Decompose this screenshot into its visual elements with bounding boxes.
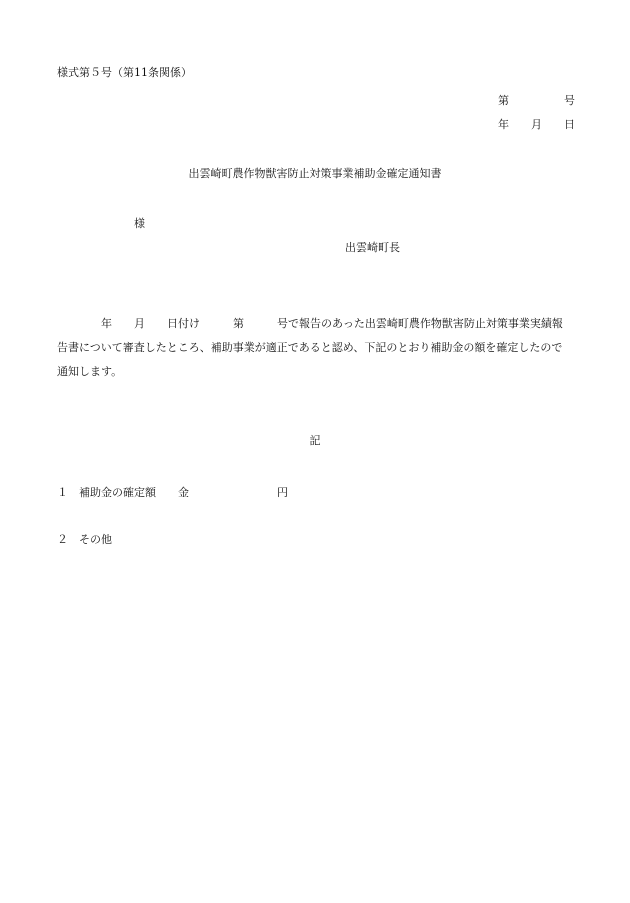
- notice-body: [57, 312, 577, 384]
- sender: 出雲崎町長: [345, 241, 400, 254]
- ki-heading: 記: [309, 434, 321, 447]
- document-title: 出雲崎町農作物獣害防止対策事業補助金確定通知書: [188, 167, 442, 180]
- item-confirmed-amount: １ 補助金の確定額 金 円: [57, 486, 288, 499]
- document-number: 第 号: [498, 94, 575, 107]
- notice-body-line-3: 通知します。: [57, 365, 123, 378]
- notice-body-line-2: 告書について審査したところ、補助事業が適正であると認め、下記のとおり補助金の額を確定したので: [57, 341, 563, 354]
- notice-body-line-1: 年 月 日付け 第 号で報告のあった出雲崎町農作物獣害防止対策事業実績報: [57, 317, 563, 330]
- recipient: 様: [134, 217, 145, 230]
- item-other: ２ その他: [57, 533, 112, 546]
- form-number: 様式第５号（第11条関係）: [57, 66, 192, 79]
- document-date: 年 月 日: [498, 118, 575, 131]
